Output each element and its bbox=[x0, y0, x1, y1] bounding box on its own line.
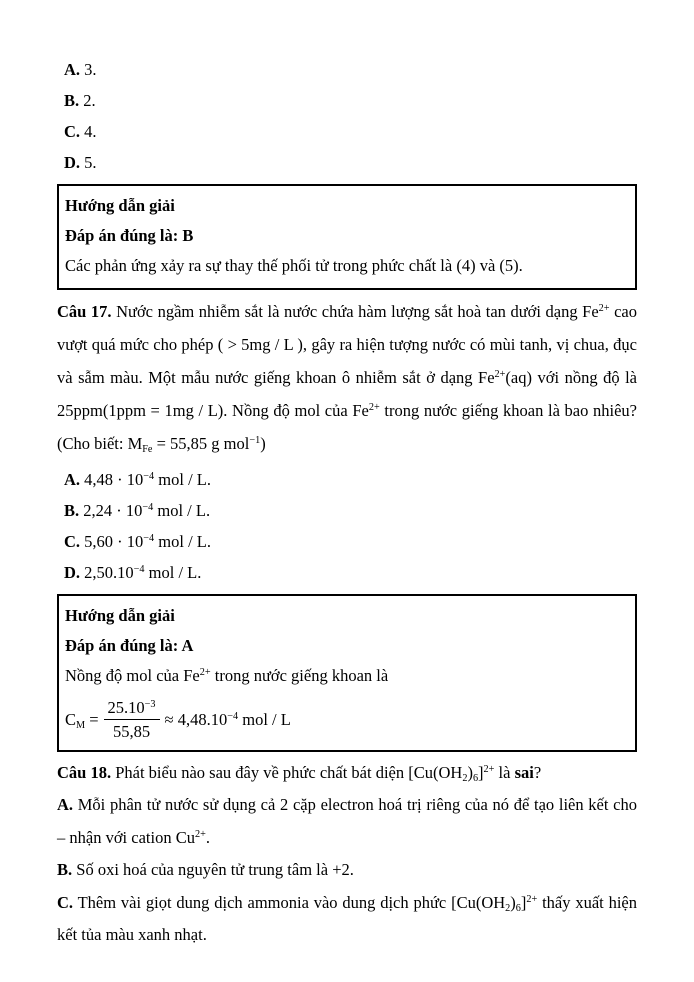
formula-fraction bbox=[104, 697, 160, 743]
question18-option-b: B. Số oxi hoá của nguyên tử trung tâm là +2. bbox=[57, 860, 354, 880]
question17-option-b: B. $2,24 \cdot 10^{-4}$ mol / L. bbox=[64, 501, 211, 520]
document-page bbox=[57, 0, 637, 952]
solution-box-question17 bbox=[57, 594, 637, 752]
formula-lhs: $C_M$ = bbox=[65, 710, 99, 732]
correct-answer-label: Đáp án đúng là: B bbox=[65, 226, 194, 245]
question18-option-a: A. Mỗi phân tử nước sử dụng cả 2 cặp electron hoá trị riêng của nó để tạo liên kết cho – nhận với cation $Cu^{2+}$. bbox=[57, 795, 637, 847]
question16-option-b: B. 2. bbox=[64, 91, 96, 110]
question18-option-c: C. Thêm vài giọt dung dịch ammonia vào dung dịch phức $[Cu(OH_2)_6]^{2+}$ thấy xuất hiện kết tủa màu xanh nhạt. bbox=[57, 892, 637, 945]
question16-option-c: C. 4. bbox=[64, 122, 97, 141]
question17-option-a: A. $4,48 \cdot 10^{-4}$ mol / L. bbox=[64, 470, 212, 489]
molar-concentration-formula bbox=[65, 697, 627, 743]
question17-options bbox=[64, 464, 637, 588]
question16-options bbox=[64, 54, 637, 178]
solution-body: Các phản ứng xảy ra sự thay thế phối tử trong phức chất là (4) và (5). bbox=[65, 256, 523, 275]
question18-text: Câu 18. Phát biểu nào sau đây về phức chất bát diện $[Cu(OH_2)_6]^{2+}$ là sai? bbox=[57, 762, 542, 784]
question17-option-d: D. $2,50.10^{-4}$ mol / L. bbox=[64, 563, 202, 582]
solution-intro: Nồng độ mol của $Fe^{2+}$ trong nước giếng khoan là bbox=[65, 666, 389, 685]
fraction-numerator: $25.10^{-3}$ bbox=[104, 697, 160, 720]
formula-result: ≈ $4,48.10^{-4}$ mol / L bbox=[164, 710, 291, 730]
question17-option-c: C. $5,60 \cdot 10^{-4}$ mol / L. bbox=[64, 532, 212, 551]
solution-box-question16 bbox=[57, 184, 637, 290]
solution-title: Hướng dẫn giải bbox=[65, 606, 175, 625]
question17-text: Câu 17. Nước ngầm nhiễm sắt là nước chứa hàm lượng sắt hoà tan dưới dạng $Fe^{2+}$ cao vượt quá mức cho phép ( > 5mg / L ), gây ra hiện tượng nước có mùi tanh, vị chua, đục và sẫm màu. Một mẫu nước giếng khoan ô nhiễm sắt ở dạng $Fe^{2+}(aq)$ với nồng độ là 25ppm(1ppm = 1mg / L). Nồng độ mol của $Fe^{2+}$ trong nước giếng khoan là bao nhiêu? (Cho biết: $M_{Fe} = 55,85$ g mol$^{-1}$) bbox=[57, 302, 637, 455]
correct-answer-label: Đáp án đúng là: A bbox=[65, 636, 194, 655]
solution-title: Hướng dẫn giải bbox=[65, 196, 175, 215]
question16-option-a: A. 3. bbox=[64, 60, 97, 79]
question16-option-d: D. 5. bbox=[64, 153, 97, 172]
fraction-denominator: 55,85 bbox=[112, 722, 151, 742]
